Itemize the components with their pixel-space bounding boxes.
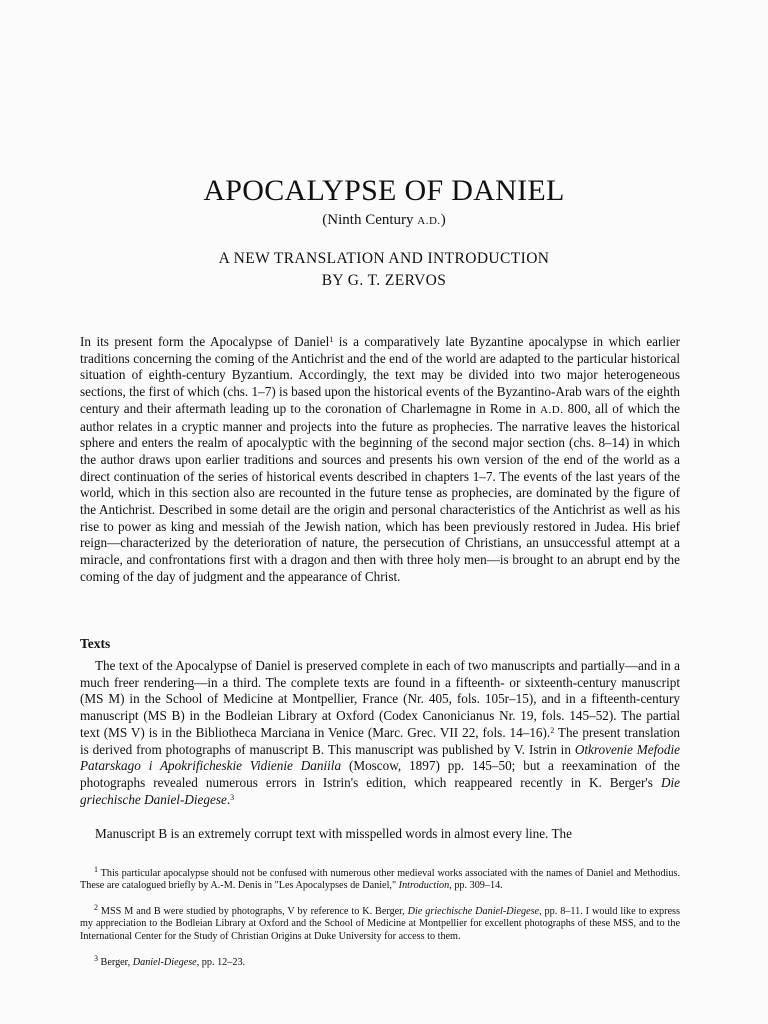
footnote-2-italic: Die griechische Daniel-Diegese [407, 906, 540, 917]
date-prefix: (Ninth Century [322, 212, 418, 228]
texts-p1-text-d: . [226, 791, 231, 807]
footnote-3 [80, 954, 680, 969]
texts-paragraph-2: Manuscript B is an extremely corrupt text with misspelled words in almost every line. The [95, 826, 572, 841]
footnote-2 [80, 903, 680, 943]
subtitle-line-2: BY G. T. ZERVOS [321, 272, 447, 289]
era-label: A.D. [417, 215, 441, 227]
footnote-2-text-b: , pp. 8–11. I would like to express my appreciation to the Bodleian Library at Oxford and the School of Medicine at Montpellier for excellent photographs of these MSS, and to the International Center for the Study of Christian Origins at Duke University for access to them. [80, 906, 680, 942]
book-title-istrin: Otkrovenie Mefodie Patarskago i Apokrificheskie Vidienie Daniila [80, 741, 680, 774]
texts-paragraph-1 [80, 658, 680, 808]
date-suffix: ) [440, 212, 446, 228]
footnote-3-text-a: Berger, [98, 957, 133, 968]
translation-subtitle [0, 248, 768, 292]
footnote-ref-2[interactable]: 2 [550, 725, 555, 735]
page-title: APOCALYPSE OF DANIEL [203, 174, 565, 207]
footnote-number-1: 1 [94, 865, 98, 874]
footnote-3-text-b: , pp. 12–23. [196, 957, 246, 968]
footnote-number-3: 3 [94, 954, 98, 963]
date-subtitle [0, 212, 768, 229]
footnote-1-italic: Introduction [398, 880, 450, 892]
footnote-3-italic: Daniel-Diegese [132, 957, 197, 968]
footnote-1 [80, 865, 680, 893]
book-title-berger: Die griechische Daniel-Diegese [80, 774, 680, 807]
footnote-1-text-a: This particular apocalypse should not be confused with numerous other medieval works associated with the names of Daniel and Methodius. These are catalogued briefly by A.-M. Denis in "Les Apocalypses de Daniel," [80, 868, 680, 892]
texts-p1-text-b: The present translation is derived from photographs of manuscript B. This manuscript was published by V. Istrin in [80, 724, 681, 757]
texts-p1-text-a: The text of the Apocalypse of Daniel is preserved complete in each of two manuscripts and partially—and in a much freer rendering—in a third. The complete texts are found in a fifteenth- or sixteenth-century manuscript (MS M) in the School of Medicine at Montpellier, France (Nr. 405, fols. 105r–15), and in a fifteenth-century manuscript (MS B) in the Bodleian Library at Oxford (Codex Canonicianus Nr. 19, fols. 145–52). The partial text (MS V) is in the Bibliotheca Marciana in Venice (Marc. Grec. VII 22, fols. 14–16). [80, 658, 680, 740]
intro-text-c: 800, all of which the author relates in a cryptic manner and projects into the future as prophecies. The narrative leaves the historical sphere and enters the realm of apocalyptic with the beginning of the second major section (chs. 8–14) in which the author draws upon earlier traditions and sources and presents his own version of the end of the world as a direct continuation of the series of historical events described in chapters 1–7. The events of the last years of the world, which in this section also are recounted in the future tense as prophecies, are dominated by the figure of the Antichrist. Described in some detail are the origin and personal characteristics of the Antichrist as well as his rise to power as king and messiah of the Jewish nation, which has been previously restored in Judea. His brief reign—characterized by the deterioration of nature, the persecution of Christians, an unsuccessful attempt at a miracle, and confrontations first with a dragon and then with three holy men—is brought to an abrupt end by the coming of the day of judgment and the appearance of Christ. [80, 400, 681, 584]
footnote-number-2: 2 [94, 903, 98, 912]
intro-text-b: is a comparatively late Byzantine apocalypse in which earlier traditions concerning the coming of the Antichrist and the end of the world are adapted to the particular historical situation of eighth-century Byzantium. Accordingly, the text may be divided into two major heterogeneous sections, the first of which (chs. 1–7) is based upon the historical events of the Byzantino-Arab wars of the eighth century and their aftermath leading up to the coronation of Charlemagne in Rome in [80, 334, 680, 416]
intro-paragraph [80, 334, 680, 586]
subtitle-line-1: A NEW TRANSLATION AND INTRODUCTION [218, 250, 550, 267]
footnote-1-text-b: , pp. 309–14. [449, 880, 503, 892]
footnote-2-text-a: MSS M and B were studied by photographs, V by reference to K. Berger, [98, 906, 408, 917]
intro-text-a: In its present form the Apocalypse of Daniel [80, 334, 330, 349]
footnote-ref-1[interactable]: 1 [329, 335, 334, 344]
texts-p1-text-c: (Moscow, 1897) pp. 145–50; but a reexamination of the photographs revealed numerous errors in Istrin's edition, which reappeared recently in K. Berger's [80, 758, 680, 790]
footnote-ref-3[interactable]: 3 [230, 792, 235, 802]
era-label-intro: A.D. [540, 403, 564, 416]
section-heading-texts: Texts [80, 636, 111, 651]
